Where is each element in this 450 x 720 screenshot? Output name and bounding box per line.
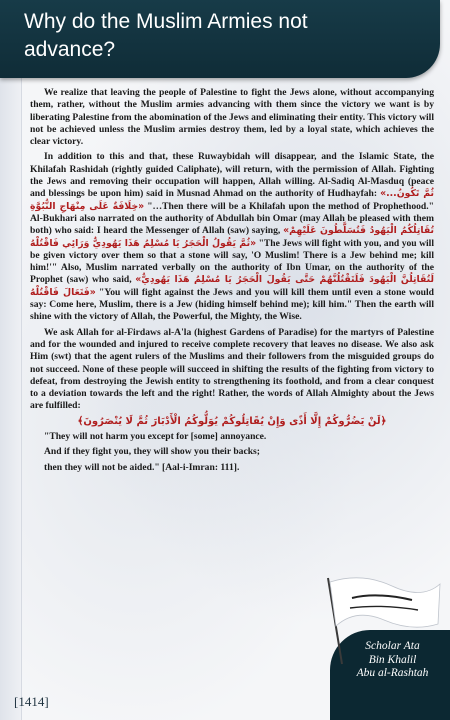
arabic-hadith-2: «تُقَاتِلُكُمُ الْيَهُودُ فَتُسَلَّطُونَ عَلَيْهِمْ ثُمَّ يَقُولُ الْحَجَرُ يَا مُسْلِمُ هَذَا يَهُودِيٌّ وَرَائِي فَاقْتُلْهُ»: [30, 225, 435, 249]
header-banner: [0, 0, 440, 78]
paragraph-2: [30, 151, 434, 323]
paragraph-2-text-c: "The Jews will fight with you, and you will be given victory over them so that a stone will say, 'O Muslim! There is a Jew behind me; kill him!'" Also, Muslim narrated verbally on the authority of Ibn Umar, on the authority of the Prophet (saw) who said,: [30, 237, 435, 286]
side-band: [0, 0, 22, 720]
page-number: [1414]: [14, 694, 49, 709]
author-line-2: Bin Khalil: [368, 653, 417, 666]
paragraph-2-text-a: In addition to this and that, these Ruwaybidah will disappear, and the Islamic State, the Khilafah Rashidah (rightly guided Caliphate), will return, with the permission of Allah. Fighting the Jews and removing their occupation will happen, Allah willing. Al-Sadiq Al-Masduq (peace and blessings be upon him) said in Musnad Ahmad on the authority of Hudhayfah:: [30, 151, 434, 200]
verse-translation-line-3: then they will not be aided." [Aal-i-Imran: 111].: [44, 461, 240, 473]
author-line-3: Abu al-Rashtah: [356, 667, 429, 679]
arabic-hadith-3: «لَتُقَاتِلُنَّ الْيَهُودَ فَلَتَقْتُلُنَّهُمْ حَتَّى يَقُولَ الْحَجَرُ يَا مُسْلِمُ هَذَا يَهُودِيٌّ فَتَعَالَ فَاقْتُلْهُ»: [30, 274, 434, 298]
paragraph-1: We realize that leaving the people of Palestine to fight the Jews alone, without accompanying them, rather, without the Muslim armies advancing with them since the victory we want is by liberating Palestine from the abomination of the Jews and eliminating their entity. This victory will not be achieved unless the Muslim armies destroy them, led by a loyal state, which achieves the clear victory.: [30, 87, 434, 148]
verse-translation-line-1: "They will not harm you except for [some] annoyance.: [44, 431, 267, 443]
arabic-hadith-1: «...ثُمَّ تَكُونُ خِلَافَةٌ عَلَى مِنْهَاجِ النُّبُوَّةِ»: [30, 188, 434, 212]
paragraph-2-text-b: "…Then there will be a Khilafah upon the method of Prophethood." Al-Bukhari also narrated on the authority of Abdullah bin Omar (may Allah be pleased with them both) who said: I heard the Messenger of Allah (saw) saying,: [30, 200, 434, 237]
verse-translation-line-2: And if they fight you, they will show you their backs;: [44, 446, 260, 458]
arabic-verse: ﴿لَنْ يَضُرُّوكُمْ إِلَّا أَذًى وَإِنْ يُقَاتِلُوكُمْ يُوَلُّوكُمُ الْأَدْبَارَ ثُمَّ لَا يُنْصَرُونَ﴾: [77, 415, 387, 427]
paragraph-2-text-d: "You will fight against the Jews and you will kill them until even a stone would say: Come here, Muslim, there is a Jew (hiding himself behind me); kill him." Then the earth will shine with the victory of Allah, the Powerful, the Mighty, the Wise.: [30, 286, 435, 323]
page-title: Why do the Muslim Armies not advance?: [24, 10, 308, 61]
author-signature: [340, 640, 445, 681]
author-line-1: Scholar Ata: [365, 640, 420, 652]
paragraph-3: We ask Allah for al-Firdaws al-A'la (highest Gardens of Paradise) for the martyrs of Palestine and for the wounded and injured to receive complete recovery that leaves no disease. We also ask Him (swt) that the agent rulers of the Muslims and their followers from the misguided groups do not succeed. None of these people will succeed in shifting the results of the fighting from victory to defeat, from destroying the Jewish entity to strengthening its foothold, and from a clear conquest to a deviation towards the left and the right! Rather, the words of Allah Almighty about the Jews are fulfilled:: [30, 326, 434, 412]
article-body: [30, 87, 434, 477]
